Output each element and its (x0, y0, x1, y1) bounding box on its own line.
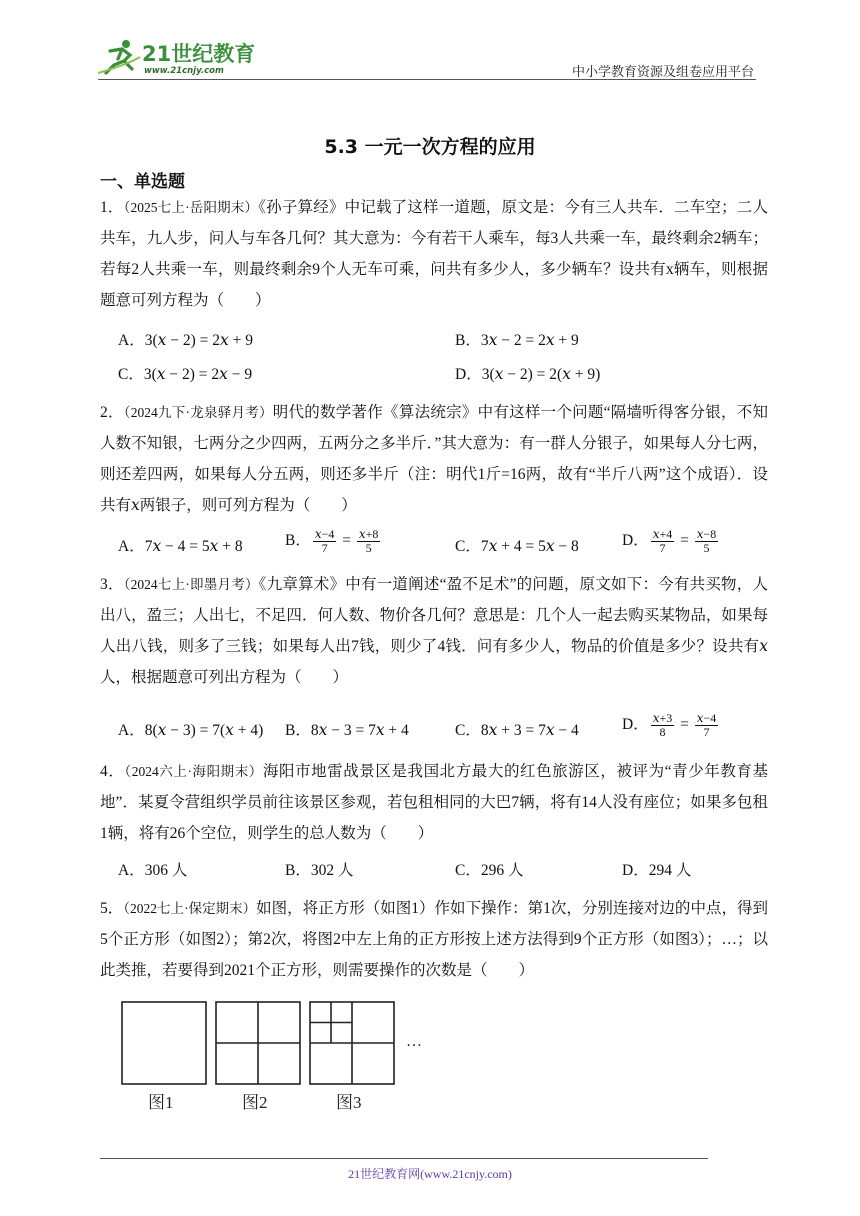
option-d[interactable]: D． $\frac{\text{𝑥+4}}{7}$ = $\frac{\text{𝑥−8}}{5}$ (622, 527, 717, 555)
question-4 (100, 756, 768, 849)
option-d[interactable]: D． $\frac{\text{𝑥+3}}{8}$ = $\frac{\text{𝑥−4}}{7}$ (622, 711, 717, 739)
option-label: D． (622, 532, 649, 550)
squares-figure (118, 998, 438, 1116)
option-b[interactable]: B． $\frac{\text{𝑥−4}}{7}$ = $\frac{\text{𝑥+8}}{5}$ (285, 527, 379, 555)
option-b[interactable]: B．3𝑥 − 2 = 2𝑥 + 9 (455, 332, 579, 349)
question-text: 如图，将正方形（如图1）作如下操作：第1次，分别连接对边的中点，得到5个正方形（如图2）；第2次，将图2中左上角的正方形按上述方法得到9个正方形（如图3）；…；以此类推，若要得到2021个正方形，则需要操作的次数是（ ） (100, 900, 768, 979)
fraction: $\frac{\text{𝑥+4}}{7}$ (652, 527, 673, 555)
header-rule (98, 79, 756, 80)
options-1 (118, 328, 768, 358)
logo-url: www.21cnjy.com (144, 66, 224, 76)
fraction: $\frac{\text{𝑥−4}}{7}$ (696, 711, 717, 739)
question-2 (100, 397, 768, 521)
fraction: $\frac{\text{𝑥−8}}{5}$ (696, 527, 717, 555)
question-3 (100, 569, 768, 693)
option-a[interactable]: A．3(𝑥 − 2) = 2𝑥 + 9 (118, 332, 253, 349)
option-c[interactable]: C．7𝑥 + 4 = 5𝑥 − 8 (455, 538, 579, 555)
question-number: 1． (100, 199, 124, 216)
figure-label-3: 图3 (336, 1093, 362, 1112)
question-5 (100, 893, 768, 986)
options-2 (118, 527, 768, 564)
footer-rule (100, 1158, 708, 1159)
runner-icon (98, 40, 140, 73)
section-heading: 一、单选题 (100, 172, 185, 192)
fraction: $\frac{\text{𝑥−4}}{7}$ (314, 527, 335, 555)
option-b[interactable]: B．8𝑥 − 3 = 7𝑥 + 4 (285, 722, 409, 739)
question-number: 4． (100, 763, 125, 780)
question-text: 明代的数学著作《算法统宗》中有这样一个问题“隔墙听得客分银，不知人数不知银，七两分之少四两，五两分之多半斤．”其大意为：有一群人分银子，如果每人分七两，则还差四两，如果每人分五两，则还多半斤（注：明代1斤=16两，故有“半斤八两”这个成语）．设共有𝑥两银子，则可列方程为（ ） (100, 404, 768, 514)
question-number: 3． (100, 576, 124, 593)
fraction: $\frac{\text{𝑥+3}}{8}$ (652, 711, 673, 739)
option-label: D． (622, 716, 649, 734)
question-text: 《孙子算经》中记载了这样一道题，原文是：今有三人共车．二车空；二人共车，九人步，问人与车各几何？其大意为：今有若干人乘车，每3人共乘一车，最终剩余2辆车；若每2人共乘一车，则最终剩余9个人无车可乘，问共有多少人，多少辆车？设共有x辆车，则根据题意可列方程为（ ） (100, 199, 768, 309)
option-c[interactable]: C．296 人 (455, 862, 524, 879)
option-c[interactable]: C．3(𝑥 − 2) = 2𝑥 − 9 (118, 366, 253, 383)
option-a[interactable]: A．8(𝑥 − 3) = 7(𝑥 + 4) (118, 722, 264, 739)
option-b[interactable]: B．302 人 (285, 862, 354, 879)
logo-text: 21世纪教育 (142, 42, 256, 66)
figure-2-squares (216, 1002, 300, 1084)
figure-ellipsis: … (406, 1033, 422, 1050)
figure-label-2: 图2 (242, 1093, 268, 1112)
question-source: （2022七上·保定期末） (123, 901, 257, 916)
option-a[interactable]: A．7𝑥 − 4 = 5𝑥 + 8 (118, 538, 243, 555)
platform-name: 中小学教育资源及组卷应用平台 (571, 65, 754, 80)
figure-label-1: 图1 (148, 1093, 174, 1112)
figure-1-square (122, 1002, 206, 1084)
question-source: （2025七上·岳阳期末） (123, 200, 259, 215)
question-text: 海阳市地雷战景区是我国北方最大的红色旅游区，被评为“青少年教育基地”．某夏令营组织学员前往该景区参观，若包租相同的大巴7辆，将有14人没有座位；如果多包租1辆，将有26个空位，则学生的总人数为（ ） (100, 763, 768, 842)
footer-link[interactable]: 21世纪教育网(www.21cnjy.com) (348, 1167, 512, 1181)
option-label: B． (285, 532, 311, 550)
option-a[interactable]: A．306 人 (118, 862, 188, 879)
option-d[interactable]: D．3(𝑥 − 2) = 2(𝑥 + 9) (455, 366, 601, 383)
option-c[interactable]: C．8𝑥 + 3 = 7𝑥 − 4 (455, 722, 579, 739)
page-title: 5.3 一元一次方程的应用 (324, 136, 536, 158)
figure-3-squares (310, 1002, 394, 1084)
fraction: $\frac{\text{𝑥+8}}{5}$ (358, 527, 379, 555)
logo (96, 37, 256, 77)
question-source: （2024六上·海阳期末） (124, 764, 263, 779)
question-1 (100, 192, 768, 316)
question-number: 5． (100, 900, 124, 917)
options-4 (118, 858, 768, 888)
question-number: 2． (100, 404, 124, 421)
question-source: （2024九下·龙泉驿月考） (123, 405, 273, 420)
option-d[interactable]: D．294 人 (622, 862, 692, 879)
question-source: （2024七上·即墨月考） (123, 577, 259, 592)
question-text: 《九章算术》中有一道阐述“盈不足术”的问题，原文如下：今有共买物，人出八，盈三；人出七，不足四．何人数、物价各几何？意思是：几个人一起去购买某物品，如果每人出八钱，则多了三钱；如果每人出7钱，则少了4钱．问有多少人，物品的价值是多少？设共有𝑥人，根据题意可列出方程为（ ） (100, 576, 768, 686)
options-1b (118, 362, 768, 392)
options-3 (118, 711, 768, 748)
